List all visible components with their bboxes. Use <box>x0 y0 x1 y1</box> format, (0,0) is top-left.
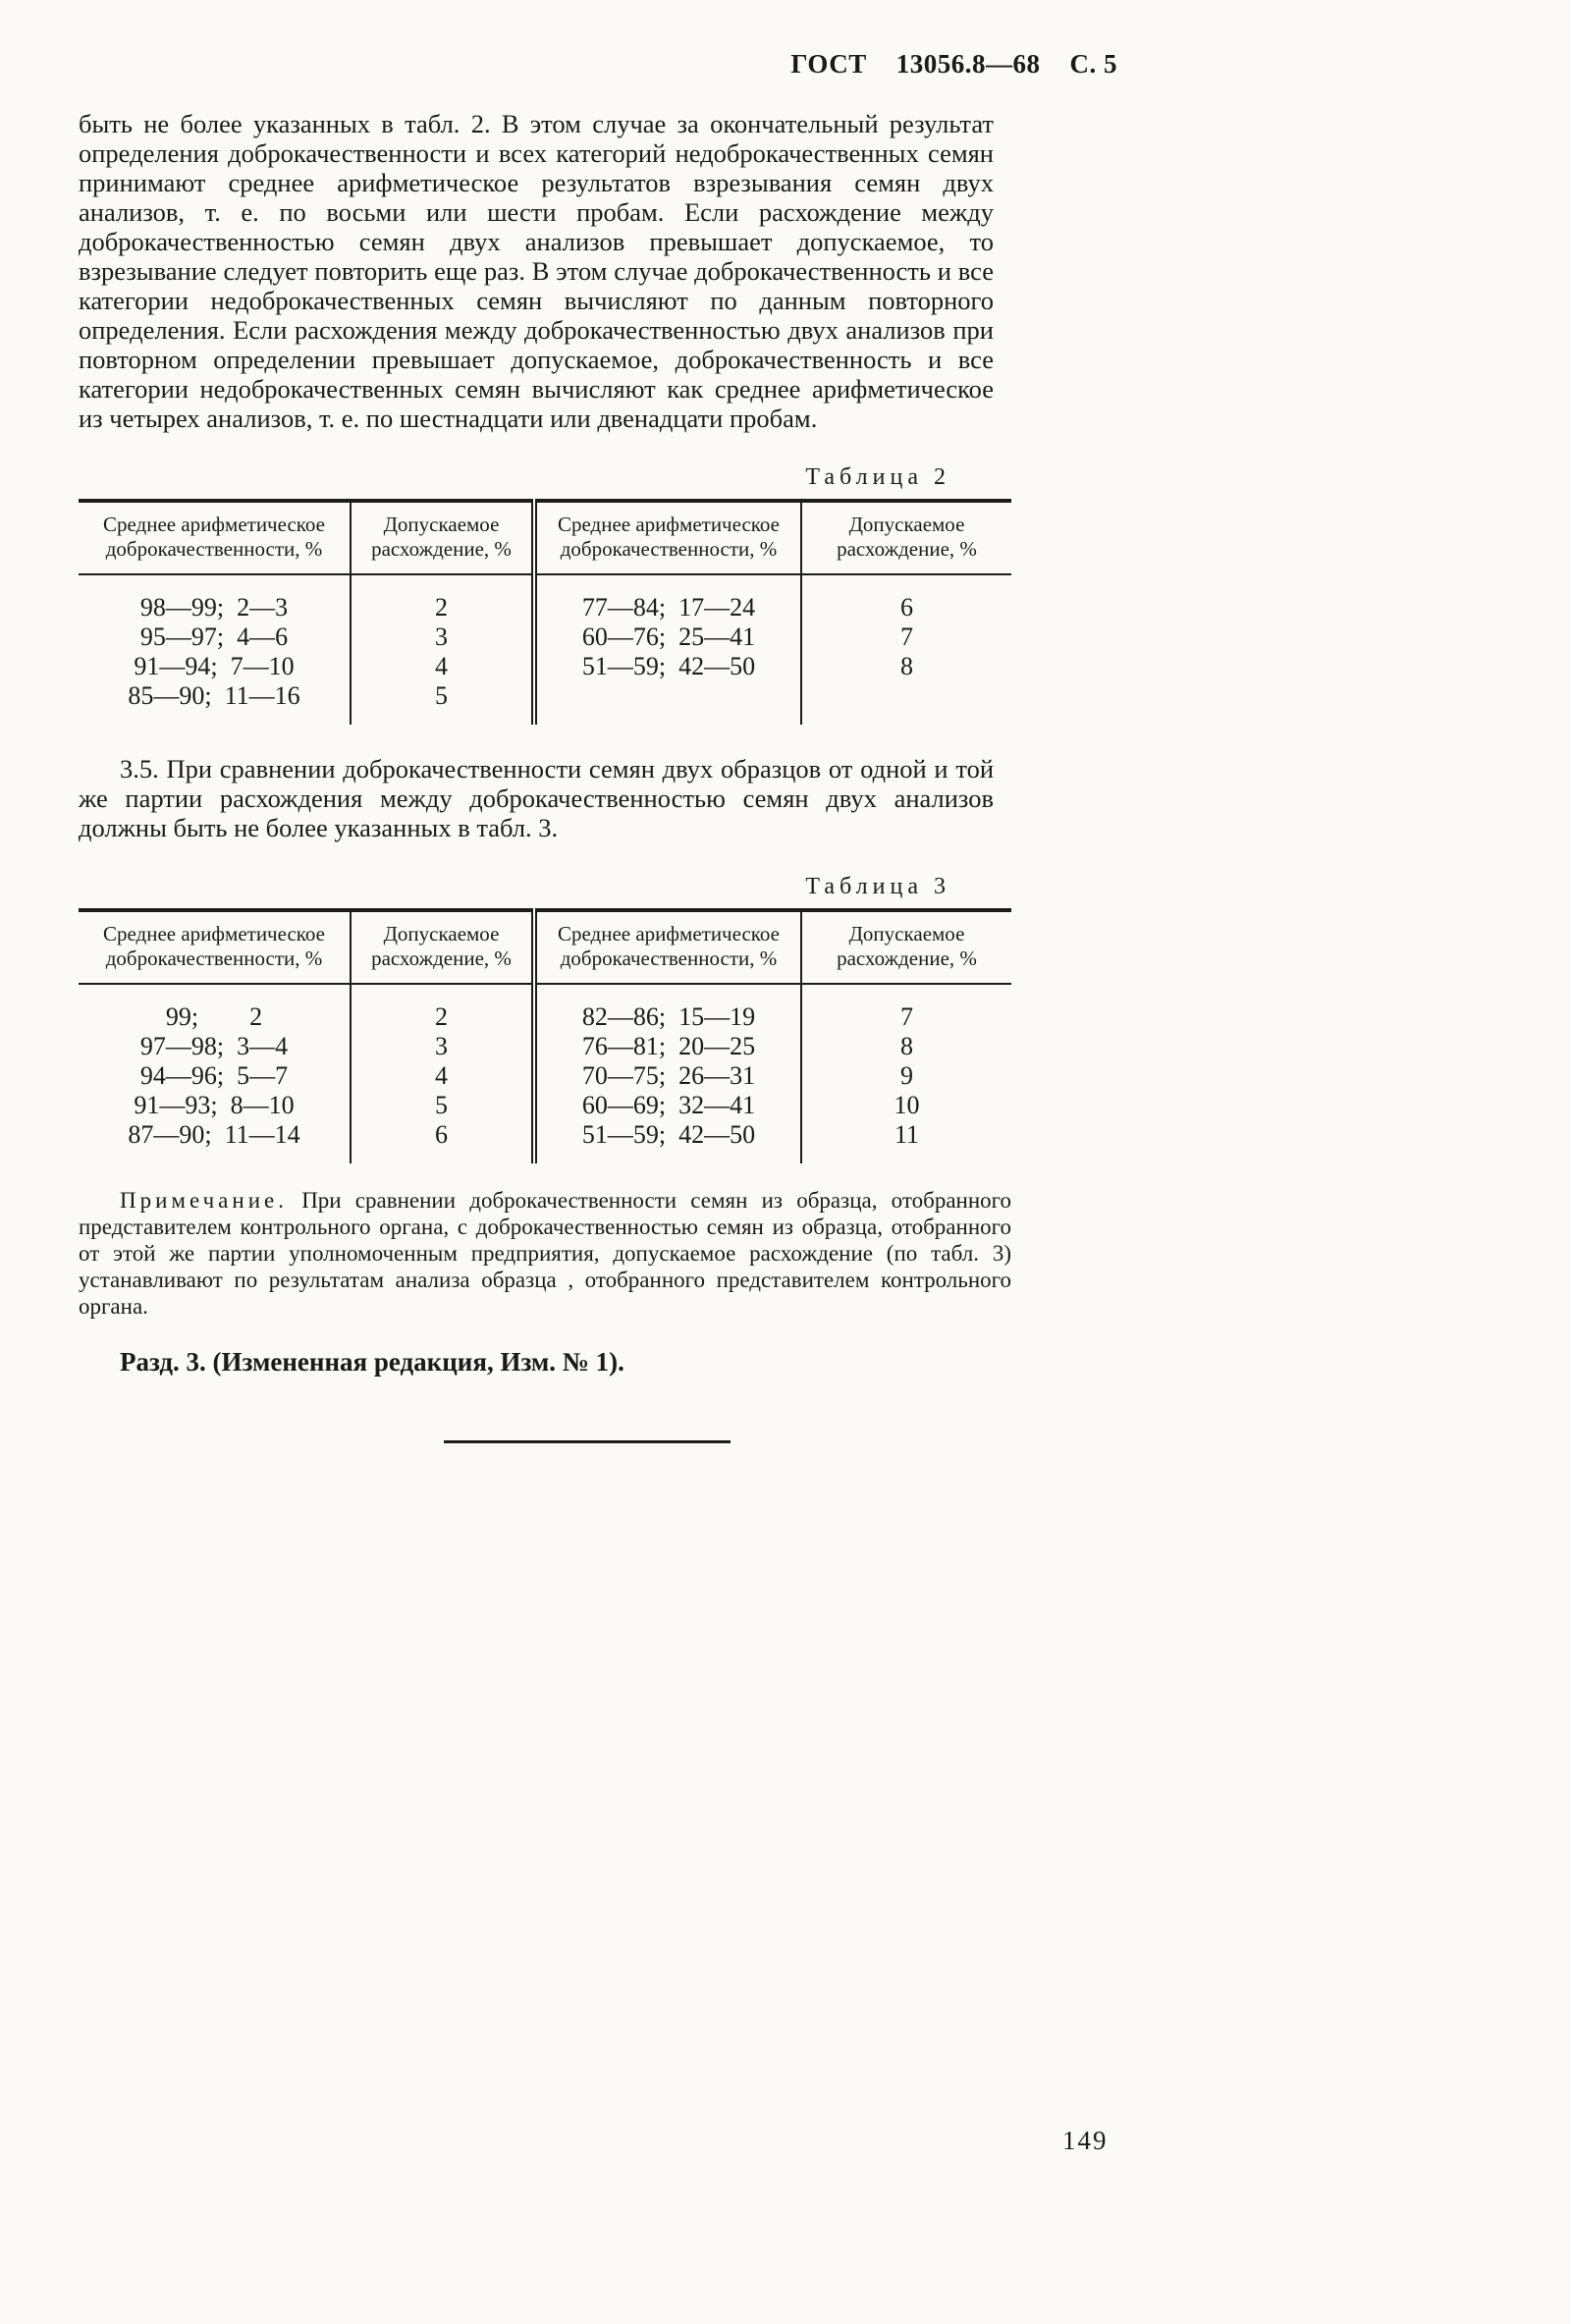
paragraph-intro: быть не более указанных в табл. 2. В этом случае за окончательный результат определения доброкачественности и всех категорий недоброкачественных семян принимают среднее арифметическое результатов взрезывания семян двух анализов, т. е. по восьми или шести пробам. Если расхождение между доброкачественностью семян двух анализов превышает допускаемое, то взрезывание следует повторить еще раз. В этом случае доброкачественность и все категории недоброкачественных семян вычисляют по данным повторного определения. Если расхождения между доброкачественностью двух анализов при повторном определении превышает допускаемое, доброкачественность и все категории недоброкачественных семян вычисляют как среднее арифметическое из четырех анализов, т. е. по шестнадцати или двенадцати пробам. <box>79 109 994 433</box>
table2-label: Таблица 2 <box>805 464 950 490</box>
table-header-cell: Среднее арифметическое доброкачественности, % <box>534 910 801 984</box>
table-row <box>79 1032 1011 1061</box>
table-cell: 3 <box>351 622 534 652</box>
table-cell: 60—76; 25—41 <box>534 622 801 652</box>
note-paragraph <box>79 1187 1011 1320</box>
table-row <box>79 681 1011 725</box>
table-row <box>79 652 1011 681</box>
end-divider <box>444 1440 731 1443</box>
table-cell: 97—98; 3—4 <box>139 1032 289 1060</box>
table-row <box>79 1120 1011 1163</box>
table-cell: 10 <box>801 1091 1011 1120</box>
table-cell: 94—96; 5—7 <box>139 1061 289 1090</box>
table-cell: 82—86; 15—19 <box>534 984 801 1032</box>
table-header-cell: Среднее арифметическое доброкачественности, % <box>79 910 351 984</box>
table-cell: 6 <box>351 1120 534 1163</box>
gost-number: 13056.8—68 <box>895 49 1041 79</box>
table-cell: 7 <box>801 984 1011 1032</box>
section-revision-note: Разд. 3. (Измененная редакция, Изм. № 1). <box>120 1347 624 1377</box>
note-text: При сравнении доброкачественности семян из образца, отобранного представителем контрольного органа, с доброкачественностью семян из образца, отобранного от этой же партии уполномоченным предприятия, допускаемое расхождение (по табл. 3) устанавливают по результатам анализа образца , отобранного представителем контрольного органа. <box>79 1188 1012 1319</box>
table-cell: 8 <box>801 652 1011 681</box>
table-cell: 76—81; 20—25 <box>534 1032 801 1061</box>
table3-label: Таблица 3 <box>805 874 950 899</box>
table-cell: 8 <box>801 1032 1011 1061</box>
table-cell: 5 <box>351 681 534 725</box>
header-page-ref: С. 5 <box>1069 49 1117 79</box>
doc-header <box>79 49 1117 80</box>
table-cell: 2 <box>351 984 534 1032</box>
table-cell: 2 <box>351 574 534 622</box>
table-cell: 3 <box>351 1032 534 1061</box>
table-cell: 11 <box>801 1120 1011 1163</box>
table-row <box>79 984 1011 1032</box>
table-row <box>79 622 1011 652</box>
table2-header-row <box>79 501 1011 574</box>
table-cell: 99; 2 <box>165 1002 263 1031</box>
table-cell: 60—69; 32—41 <box>534 1091 801 1120</box>
table-cell: 87—90; 11—14 <box>128 1120 300 1149</box>
table-row <box>79 574 1011 622</box>
table-header-cell: Допускаемое расхождение, % <box>801 910 1011 984</box>
table-cell: 85—90; 11—16 <box>128 681 300 710</box>
table-cell <box>801 681 1011 725</box>
note-label: Примечание. <box>120 1188 288 1213</box>
table-cell: 91—94; 7—10 <box>134 652 295 680</box>
table-cell: 4 <box>351 1061 534 1091</box>
table-2 <box>79 499 1011 725</box>
table-header-cell: Допускаемое расхождение, % <box>801 501 1011 574</box>
page-number: 149 <box>1062 2126 1109 2155</box>
table-cell: 5 <box>351 1091 534 1120</box>
table-cell: 9 <box>801 1061 1011 1091</box>
table-cell: 51—59; 42—50 <box>534 1120 801 1163</box>
table-row <box>79 1061 1011 1091</box>
table-cell <box>534 681 801 725</box>
table-cell: 77—84; 17—24 <box>534 574 801 622</box>
table-cell: 4 <box>351 652 534 681</box>
gost-label: ГОСТ <box>790 49 867 79</box>
table-cell: 91—93; 8—10 <box>134 1091 295 1119</box>
table-cell: 70—75; 26—31 <box>534 1061 801 1091</box>
table3-header-row <box>79 910 1011 984</box>
table-header-cell: Среднее арифметическое доброкачественности, % <box>534 501 801 574</box>
table-row <box>79 1091 1011 1120</box>
table-header-cell: Допускаемое расхождение, % <box>351 501 534 574</box>
table-cell: 98—99; 2—3 <box>139 593 289 622</box>
table-cell: 95—97; 4—6 <box>139 622 289 651</box>
table-3 <box>79 908 1011 1163</box>
table-header-cell: Допускаемое расхождение, % <box>351 910 534 984</box>
table-cell: 7 <box>801 622 1011 652</box>
table-cell: 6 <box>801 574 1011 622</box>
table-header-cell: Среднее арифметическое доброкачественности, % <box>79 501 351 574</box>
table-cell: 51—59; 42—50 <box>534 652 801 681</box>
paragraph-3-5: 3.5. При сравнении доброкачественности семян двух образцов от одной и той же партии расхождения между доброкачественностью семян двух анализов должны быть не более указанных в табл. 3. <box>79 754 994 842</box>
